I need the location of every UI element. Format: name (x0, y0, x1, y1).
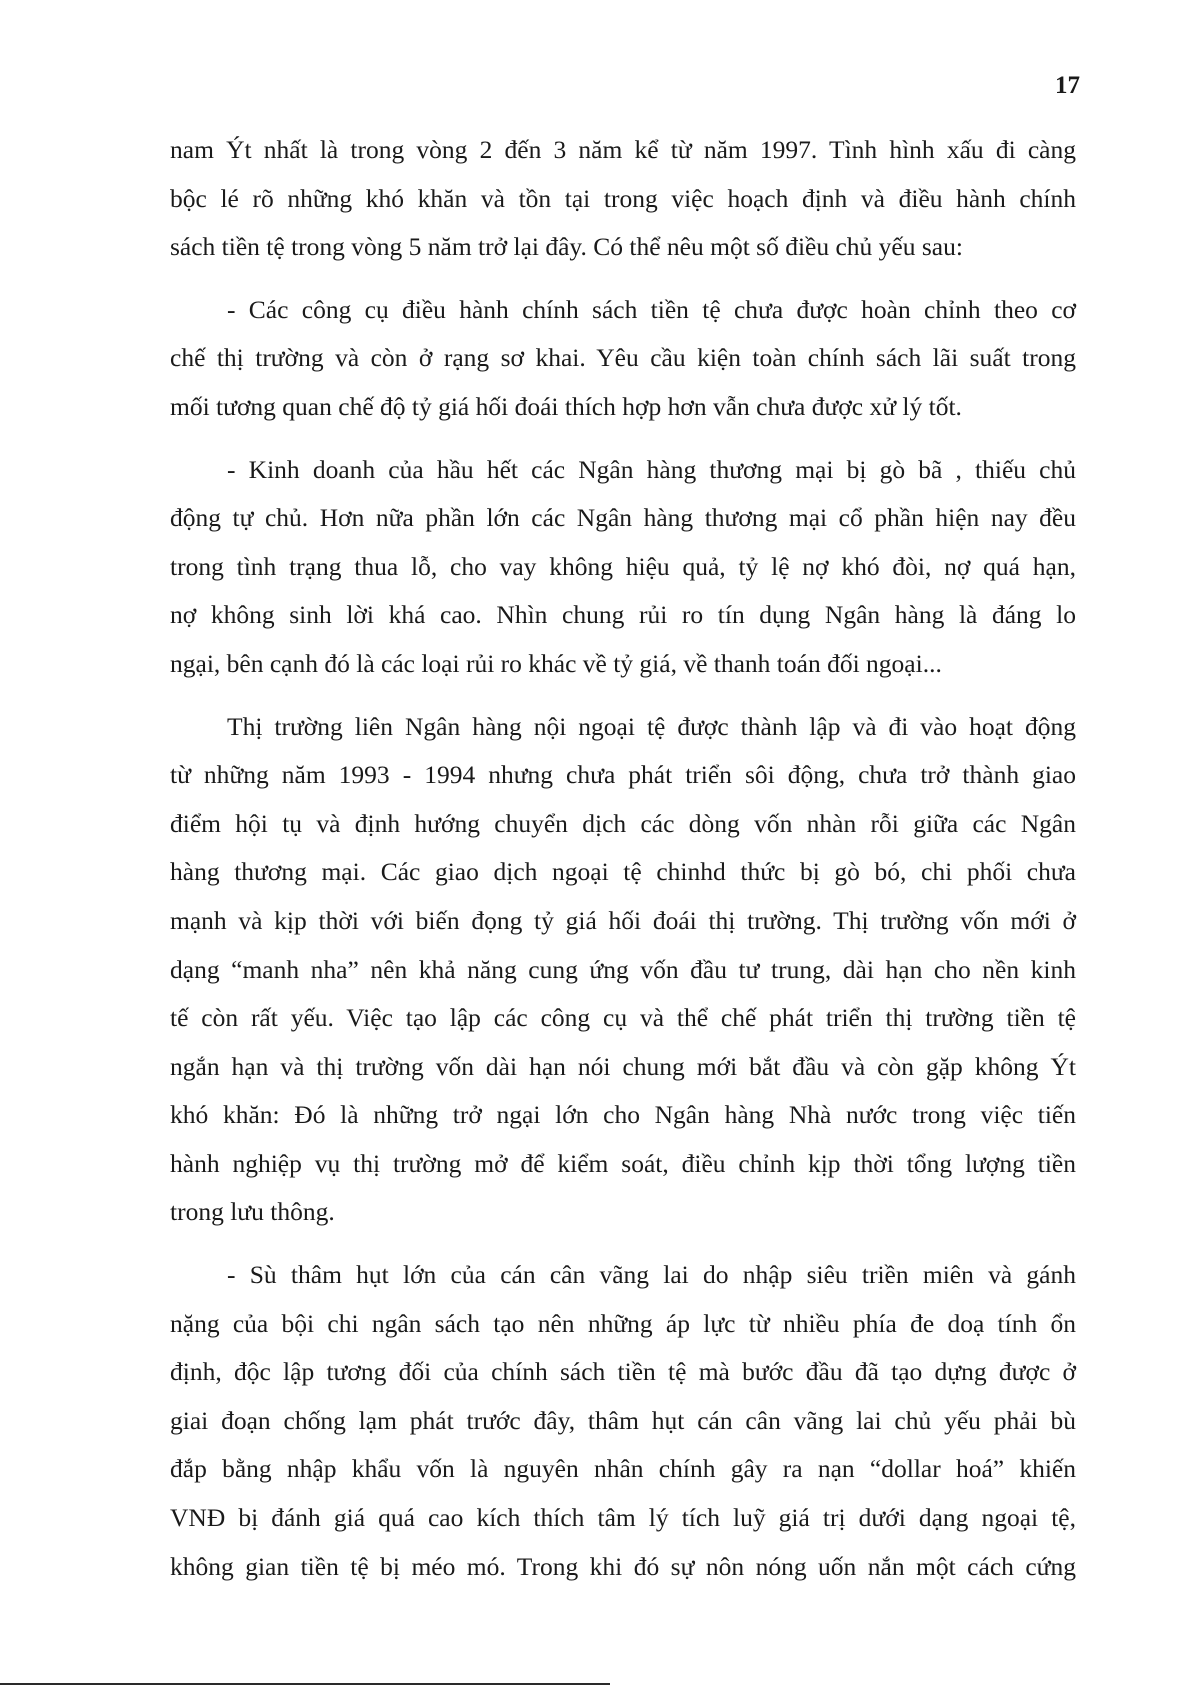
text-line: hàng thương mại. Các giao dịch ngoại tệ chinhd thức bị gò bó, chi phối chưa (170, 857, 1076, 887)
text-line: - Sù thâm hụt lớn của cán cân vãng lai do nhập siêu triền miên và gánh (227, 1260, 1076, 1290)
text-line: - Kinh doanh của hầu hết các Ngân hàng thương mại bị gò bã , thiếu chủ (227, 454, 1076, 484)
text-line: không gian tiền tệ bị méo mó. Trong khi đó sự nôn nóng uốn nắn một cách cứng (170, 1551, 1076, 1581)
text-line: mối tương quan chế độ tỷ giá hối đoái thích hợp hơn vẫn chưa được xử lý tốt. (170, 391, 962, 421)
text-line: nợ không sinh lời khá cao. Nhìn chung rủi ro tín dụng Ngân hàng là đáng lo (170, 600, 1076, 630)
document-body (170, 126, 1076, 1605)
paragraph-1 (170, 126, 1076, 272)
text-line: từ những năm 1993 - 1994 nhưng chưa phát triển sôi động, chưa trở thành giao (170, 760, 1076, 790)
text-line: trong lưu thông. (170, 1197, 335, 1227)
text-line: điểm hội tụ và định hướng chuyển dịch các dòng vốn nhàn rỗi giữa các Ngân (170, 808, 1076, 838)
text-line: nam Ýt nhất là trong vòng 2 đến 3 năm kể từ năm 1997. Tình hình xấu đi càng (170, 135, 1076, 164)
text-line: đắp bằng nhập khẩu vốn là nguyên nhân chính gây ra nạn “dollar hoá” khiến (170, 1454, 1076, 1484)
text-line: chế thị trường và còn ở rạng sơ khai. Yêu cầu kiện toàn chính sách lãi suất trong (170, 343, 1076, 373)
paragraph-5 (170, 1251, 1076, 1591)
text-line: Thị trường liên Ngân hàng nội ngoại tệ được thành lập và đi vào hoạt động (227, 711, 1076, 741)
text-line: hành nghiệp vụ thị trường mở để kiểm soát, điều chỉnh kịp thời tổng lượng tiền (170, 1148, 1076, 1178)
text-line: trong tình trạng thua lỗ, cho vay không hiệu quả, tỷ lệ nợ khó đòi, nợ quá hạn, (170, 551, 1076, 581)
text-line: giai đoạn chống lạm phát trước đây, thâm hụt cán cân vãng lai chủ yếu phải bù (170, 1405, 1076, 1435)
text-line: định, độc lập tương đối của chính sách tiền tệ mà bước đầu đã tạo dựng được ở (170, 1357, 1076, 1387)
text-line: ngắn hạn và thị trường vốn dài hạn nói chung mới bắt đầu và còn gặp không Ýt (170, 1051, 1076, 1081)
text-line: mạnh và kịp thời với biến đọng tỷ giá hối đoái thị trường. Thị trường vốn mới ở (170, 905, 1076, 935)
paragraph-2 (170, 286, 1076, 432)
text-line: nặng của bội chi ngân sách tạo nên những áp lực từ nhiều phía đe doạ tính ổn (170, 1308, 1076, 1338)
paragraph-4 (170, 703, 1076, 1238)
text-line: - Các công cụ điều hành chính sách tiền tệ chưa được hoàn chỉnh theo cơ (227, 294, 1076, 324)
text-line: tế còn rất yếu. Việc tạo lập các công cụ và thể chế phát triển thị trường tiền tệ (170, 1003, 1076, 1033)
text-line: khó khăn: Đó là những trở ngại lớn cho Ngân hàng Nhà nước trong việc tiến (170, 1100, 1076, 1130)
paragraph-3 (170, 446, 1076, 689)
text-line: dạng “manh nha” nên khả năng cung ứng vốn đầu tư trung, dài hạn cho nền kinh (170, 954, 1076, 984)
text-line: ngại, bên cạnh đó là các loại rủi ro khác về tỷ giá, về thanh toán đối ngoại... (170, 648, 942, 678)
page-number: 17 (1055, 72, 1080, 99)
text-line: VNĐ bị đánh giá quá cao kích thích tâm lý tích luỹ giá trị dưới dạng ngoại tệ, (170, 1503, 1076, 1533)
text-line: sách tiền tệ trong vòng 5 năm trở lại đây. Có thể nêu một số điều chủ yếu sau: (170, 232, 963, 262)
text-line: bộc lé rõ những khó khăn và tồn tại trong việc hoạch định và điều hành chính (170, 183, 1076, 213)
text-line: động tự chủ. Hơn nữa phần lớn các Ngân hàng thương mại cổ phần hiện nay đều (170, 503, 1076, 533)
